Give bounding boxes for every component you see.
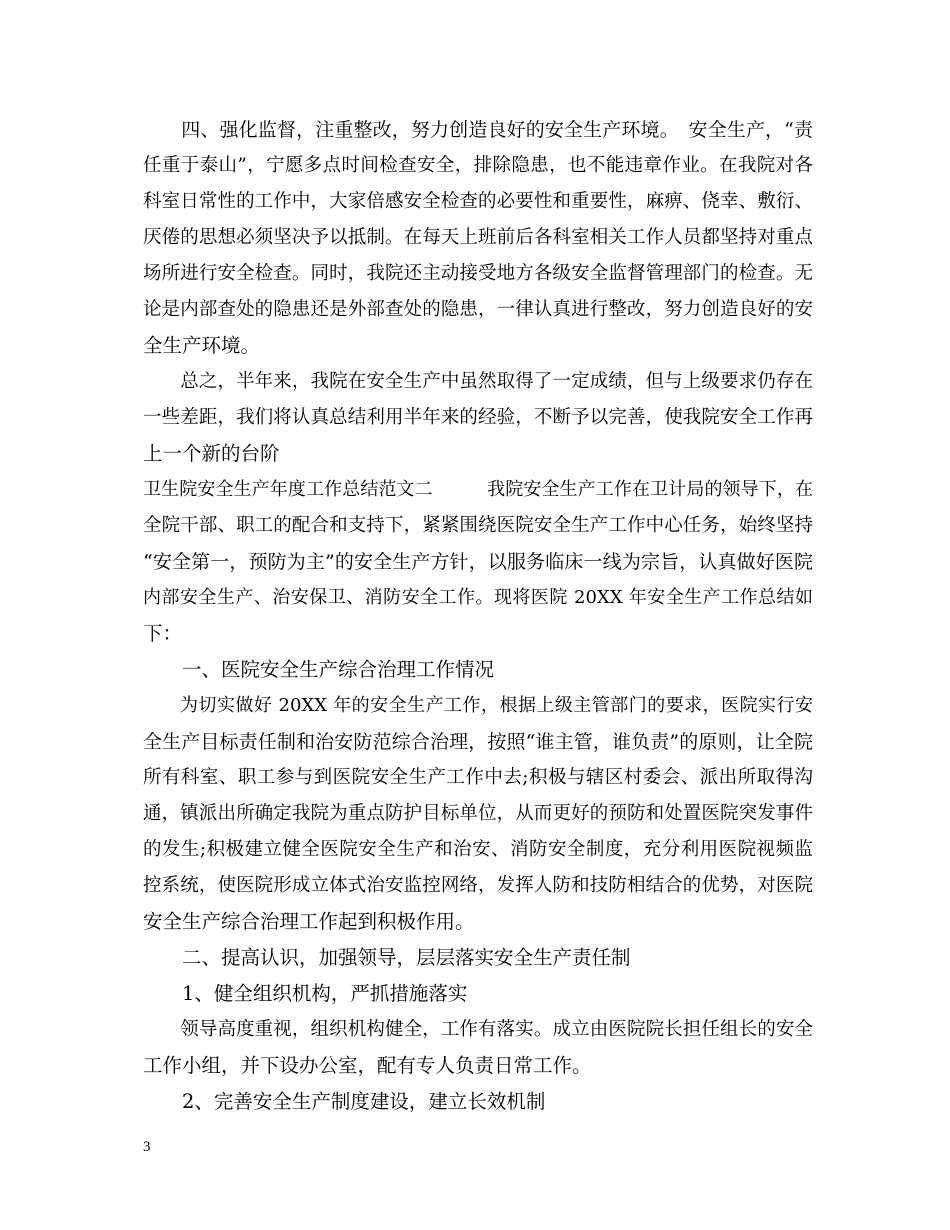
page-number: 3 [143,1139,151,1155]
text-line: 的发生;积极建立健全医院安全生产和治安、消防安全制度，充分利用医院视频监 [143,839,813,860]
text-line: 任重于泰山”，宁愿多点时间检查安全，排除隐患，也不能违章作业。在我院对各 [143,155,813,176]
text-line: 厌倦的思想必须坚决予以抵制。在每天上班前后各科室相关工作人员都坚持对重点 [143,227,813,248]
section-heading: 一、医院安全生产综合治理工作情况 [143,658,495,681]
text-line: 工作小组，并下设办公室，配有专人负责日常工作。 [143,1054,592,1077]
text-line: 一些差距，我们将认真总结利用半年来的经验，不断予以完善，使我院安全工作再 [143,407,813,428]
text-line: 全生产目标责任制和治安防范综合治理，按照“谁主管，谁负责”的原则，让全院 [143,731,813,753]
text-line: “安全第一，预防为主”的安全生产方针，以服务临床一线为宗旨，认真做好医院 [143,551,813,573]
text-line: 所有科室、职工参与到医院安全生产工作中去;积极与辖区村委会、派出所取得沟 [143,767,813,788]
subsection-heading: 1、健全组织机构，严抓措施落实 [143,982,468,1005]
text-line: 控系统，使医院形成立体式治安监控网络，发挥人防和技防相结合的优势，对医院 [143,875,813,896]
text-line: 卫生院安全生产年度工作总结范文二 我院安全生产工作在卫计局的领导下，在 [143,479,813,500]
text-line: 科室日常性的工作中，大家倍感安全检查的必要性和重要性，麻痹、侥幸、敷衍、 [143,191,813,212]
text-line: 下： [143,622,183,645]
text-line: 上一个新的台阶 [143,442,280,465]
section-heading: 二、提高认识，加强领导，层层落实安全生产责任制 [143,946,631,969]
text-line: 场所进行安全检查。同时，我院还主动接受地方各级安全监督管理部门的检查。无 [143,263,813,284]
text-line: 安全生产综合治理工作起到积极作用。 [143,910,475,933]
text-line: 全生产环境。 [143,334,261,357]
text-line: 全院干部、职工的配合和支持下，紧紧围绕医院安全生产工作中心任务，始终坚持 [143,515,813,536]
text-line: 通，镇派出所确定我院为重点防护目标单位，从而更好的预防和处置医院突发事件 [143,803,813,824]
text-line: 内部安全生产、治安保卫、消防安全工作。现将医院 20XX 年安全生产工作总结如 [143,587,813,608]
text-line: 论是内部查处的隐患还是外部查处的隐患，一律认真进行整改，努力创造良好的安 [143,299,813,320]
text-line: 四、强化监督，注重整改，努力创造良好的安全生产环境。 安全生产，“责 [143,119,813,141]
text-line: 领导高度重视，组织机构健全，工作有落实。成立由医院院长担任组长的安全 [143,1019,813,1040]
text-line: 总之，半年来，我院在安全生产中虽然取得了一定成绩，但与上级要求仍存在 [143,371,813,392]
text-line: 为切实做好 20XX 年的安全生产工作，根据上级主管部门的要求，医院实行安 [143,695,813,716]
subsection-heading: 2、完善安全生产制度建设，建立长效机制 [143,1090,546,1113]
